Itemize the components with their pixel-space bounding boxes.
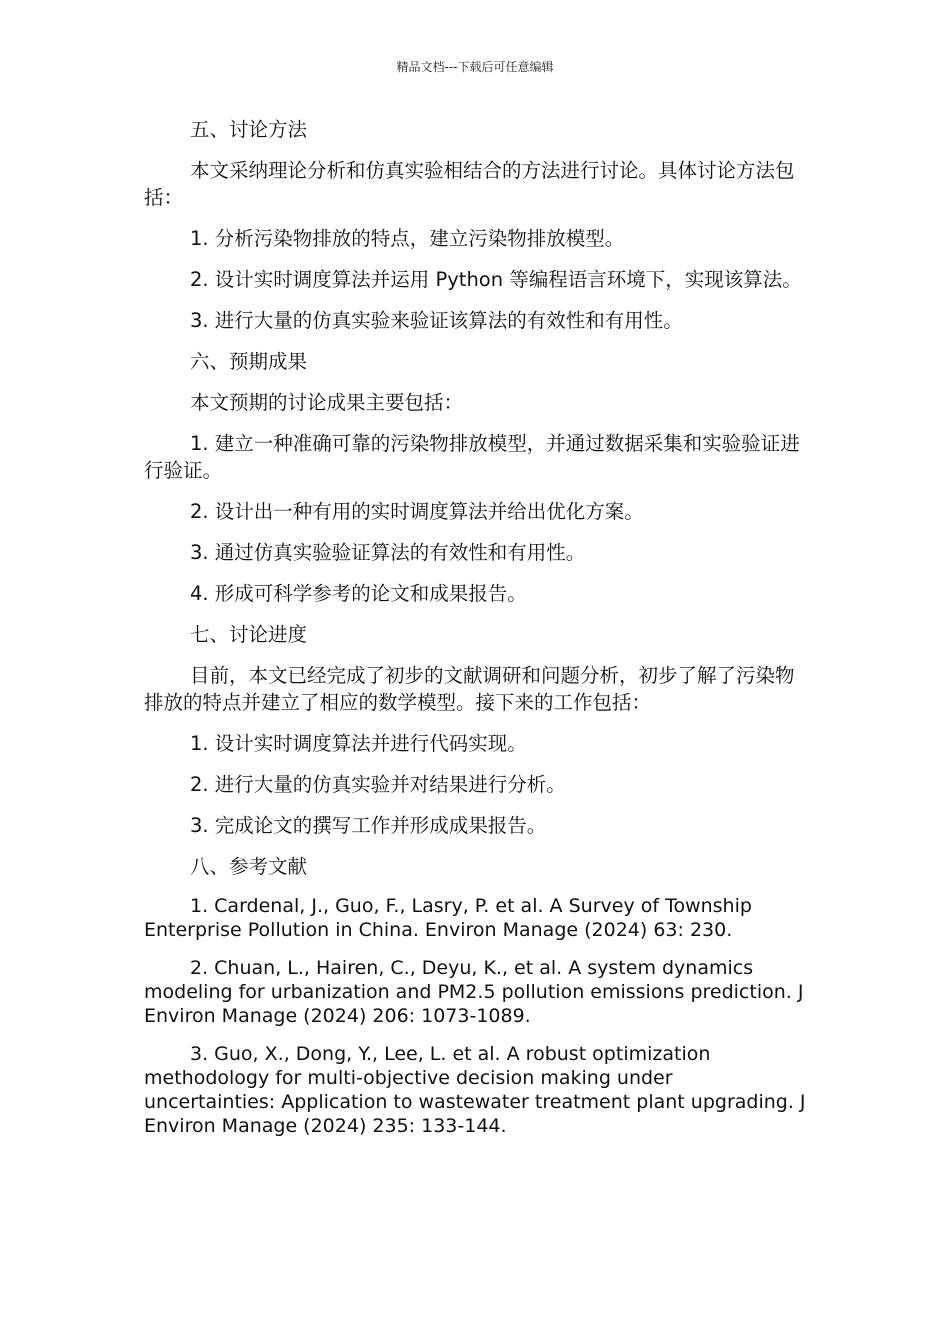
page-header: 精品文档---下载后可任意编辑 bbox=[396, 60, 554, 74]
list-item: 2. 设计出一种有用的实时调度算法并给出优化方案。 bbox=[190, 500, 644, 523]
section-heading-progress: 七、讨论进度 bbox=[190, 623, 308, 646]
section-heading-references: 八、参考文献 bbox=[190, 855, 308, 878]
paragraph: 本文预期的讨论成果主要包括： bbox=[190, 391, 464, 414]
list-item: 2. 进行大量的仿真实验并对结果进行分析。 bbox=[190, 773, 566, 796]
list-item: 2. 设计实时调度算法并运用 Python 等编程语言环境下，实现该算法。 bbox=[190, 268, 802, 291]
list-item: 4. 形成可科学参考的论文和成果报告。 bbox=[190, 582, 527, 605]
list-item: 1. 分析污染物排放的特点，建立污染物排放模型。 bbox=[190, 227, 625, 250]
list-item: 3. 进行大量的仿真实验来验证该算法的有效性和有用性。 bbox=[190, 309, 683, 332]
reference-item: 3. Guo, X., Dong, Y., Lee, L. et al. A robust optimization methodology for multi-objective decision making under uncertainties: Application to wastewater treatment plant upgrading. J Environ Manage (2024) 235: 133-144. bbox=[144, 1043, 806, 1137]
document-body bbox=[144, 116, 806, 1152]
list-item: 3. 完成论文的撰写工作并形成成果报告。 bbox=[190, 814, 547, 837]
list-item: 3. 通过仿真实验验证算法的有效性和有用性。 bbox=[190, 541, 586, 564]
list-item: 1. 设计实时调度算法并进行代码实现。 bbox=[190, 732, 527, 755]
list-item: 1. 建立一种准确可靠的污染物排放模型，并通过数据采集和实验验证进行验证。 bbox=[144, 432, 800, 482]
paragraph: 本文采纳理论分析和仿真实验相结合的方法进行讨论。具体讨论方法包括： bbox=[144, 159, 795, 209]
reference-item: 2. Chuan, L., Hairen, C., Deyu, K., et al. A system dynamics modeling for urbanization and PM2.5 pollution emissions prediction. J Environ Manage (2024) 206: 1073-1089. bbox=[144, 957, 804, 1027]
reference-item: 1. Cardenal, J., Guo, F., Lasry, P. et al. A Survey of Township Enterprise Pollution in China. Environ Manage (2024) 63: 230. bbox=[144, 895, 752, 941]
section-heading-expected-results: 六、预期成果 bbox=[190, 350, 308, 373]
paragraph: 目前，本文已经完成了初步的文献调研和问题分析，初步了解了污染物排放的特点并建立了相应的数学模型。接下来的工作包括： bbox=[144, 664, 795, 714]
section-heading-methods: 五、讨论方法 bbox=[190, 118, 308, 141]
